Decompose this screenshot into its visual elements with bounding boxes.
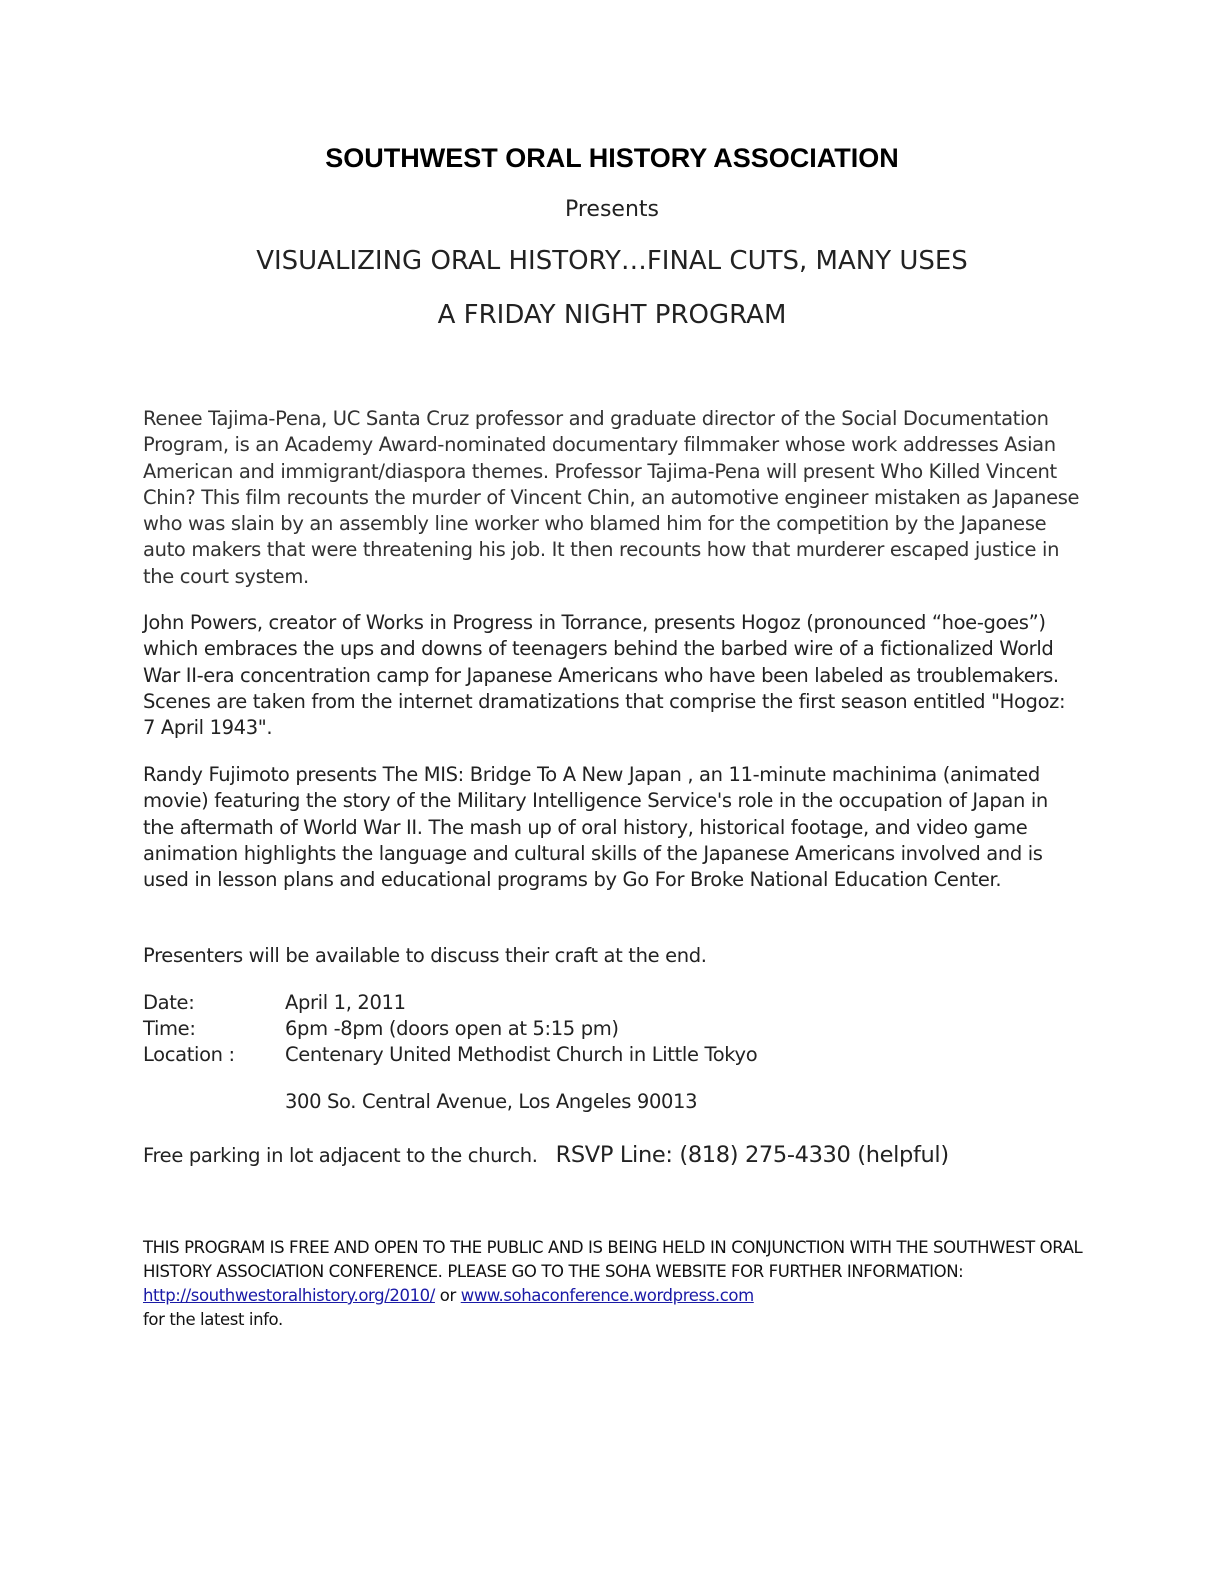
rsvp-text: RSVP Line: (818) 275-4330 (helpful) xyxy=(555,1142,949,1168)
footer-tail: for the latest info. xyxy=(143,1310,283,1329)
address-line: 300 So. Central Avenue, Los Angeles 90013 xyxy=(285,1090,698,1113)
time-label: Time: xyxy=(143,1017,196,1040)
footer-or: or xyxy=(434,1286,461,1305)
date-value: April 1, 2011 xyxy=(285,991,406,1014)
soha-conference-link[interactable]: www.sohaconference.wordpress.com xyxy=(460,1286,754,1305)
paragraph-presenters: Presenters will be available to discuss their craft at the end. xyxy=(143,944,707,967)
date-label: Date: xyxy=(143,991,195,1014)
footer-notice xyxy=(143,1236,1083,1332)
footer-text: THIS PROGRAM IS FREE AND OPEN TO THE PUBLIC AND IS BEING HELD IN CONJUNCTION WITH THE SOUTHWEST ORAL HISTORY ASSOCIATION CONFERENCE. PLEASE GO TO THE SOHA WEBSITE FOR FURTHER INFORMATION: xyxy=(143,1238,1083,1281)
location-label: Location : xyxy=(143,1043,235,1066)
presents-line: Presents xyxy=(564,197,659,222)
parking-text: Free parking in lot adjacent to the church. xyxy=(143,1144,538,1167)
paragraph-fujimoto: Randy Fujimoto presents The MIS: Bridge To A New Japan , an 11-minute machinima (animated movie) featuring the story of the Military Intelligence Service's role in the occupation of Japan in the aftermath of World War II. The mash up of oral history, historical footage, and video game animation highlights the language and cultural skills of the Japanese Americans involved and is used in lesson plans and educational programs by Go For Broke National Education Center. xyxy=(143,763,1048,892)
organization-title: SOUTHWEST ORAL HISTORY ASSOCIATION xyxy=(325,143,899,173)
time-value: 6pm -8pm (doors open at 5:15 pm) xyxy=(285,1017,619,1040)
paragraph-tajima-pena: Renee Tajima-Pena, UC Santa Cruz professor and graduate director of the Social Documentation Program, is an Academy Award-nominated documentary filmmaker whose work addresses Asian American and immigrant/diaspora themes. Professor Tajima-Pena will present Who Killed Vincent Chin? This film recounts the murder of Vincent Chin, an automotive engineer mistaken as Japanese who was slain by an assembly line worker who blamed him for the competition by the Japanese auto makers that were threatening his job. It then recounts how that murderer escaped justice in the court system. xyxy=(143,407,1080,588)
paragraph-powers: John Powers, creator of Works in Progress in Torrance, presents Hogoz (pronounced “hoe-goes”) which embraces the ups and downs of teenagers behind the barbed wire of a fictionalized World War II-era concentration camp for Japanese Americans who have been labeled as troublemakers. Scenes are taken from the internet dramatizations that comprise the first season entitled "Hogoz: 7 April 1943". xyxy=(143,611,1066,740)
location-row xyxy=(143,1042,757,1068)
event-subtitle: A FRIDAY NIGHT PROGRAM xyxy=(437,300,787,330)
parking-rsvp-line xyxy=(143,1142,949,1168)
event-title: VISUALIZING ORAL HISTORY…FINAL CUTS, MANY USES xyxy=(256,246,968,276)
time-row xyxy=(143,1016,619,1042)
soha-website-link[interactable]: http://southwestoralhistory.org/2010/ xyxy=(143,1286,435,1305)
location-value: Centenary United Methodist Church in Little Tokyo xyxy=(285,1043,758,1066)
date-row xyxy=(143,990,406,1016)
